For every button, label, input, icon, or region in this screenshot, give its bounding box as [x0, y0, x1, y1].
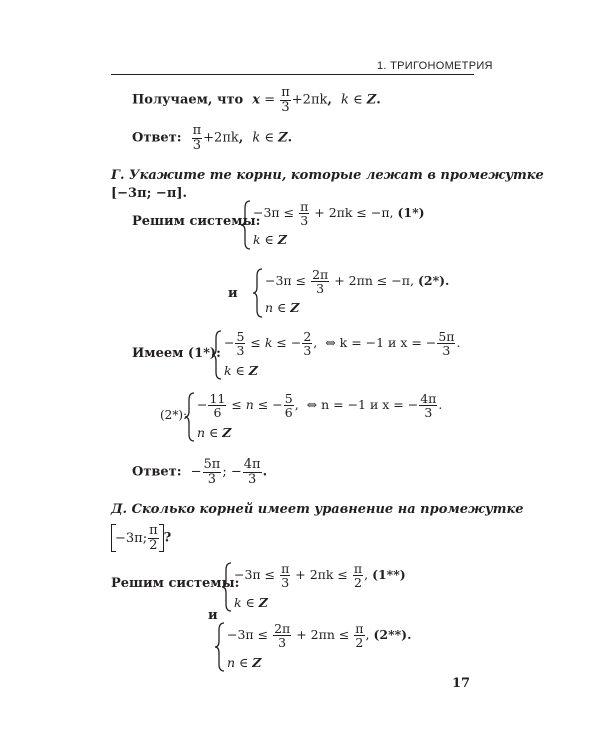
- system-brace: [240, 200, 252, 250]
- answer-line-1: Ответ: $\frac{\pi}{3}$ +2πk, k ∈ Z.: [132, 123, 293, 153]
- page-number: 17: [452, 676, 471, 691]
- system-have-1: − $\frac{5}{3}$ ≤ k ≤ − $\frac{2}{3}$ , ⇔ k = −1 и x = − $\frac{5\pi}{3}$ . k ∈ Z: [224, 329, 461, 378]
- part-g-interval: [−3π; −π].: [111, 186, 188, 201]
- system-brace: [214, 622, 226, 672]
- system-d1: −3π ≤ $\frac{\pi}{3}$ + 2πk ≤ $\frac{\pi}{2}$ , (1**) k ∈ Z: [234, 561, 406, 610]
- system-d2: −3π ≤ $\frac{2\pi}{3}$ + 2πn ≤ $\frac{\pi}{2}$ , (2**). n ∈ Z: [227, 621, 412, 670]
- eq-sign: =: [260, 92, 280, 108]
- system-brace: [221, 562, 233, 612]
- result-text: Получаем, что: [132, 92, 244, 108]
- system-brace: [252, 268, 264, 318]
- part-d-title: Д. Сколько корней имеет уравнение на промежутке: [111, 502, 524, 517]
- integers-symbol: Z: [366, 92, 377, 108]
- expr: +2πk: [291, 92, 328, 108]
- system-have-2: − $\frac{11}{6}$ ≤ n ≤ − $\frac{5}{6}$ , ⇔ n = −1 и x = − $\frac{4\pi}{3}$ . n ∈ Z: [197, 391, 443, 440]
- and-label: и: [228, 286, 238, 301]
- result-line: Получаем, что x = $\frac{\pi}{3}$ +2πk, k ∈ Z.: [132, 85, 381, 115]
- fraction: $\frac{\pi}{3}$: [192, 123, 202, 153]
- system-label: Решим системы:: [132, 214, 261, 229]
- answer-label: Ответ:: [132, 130, 182, 146]
- system-g1: −3π ≤ $\frac{\pi}{3}$ + 2πk ≤ −π, (1*) k ∈ Z: [253, 199, 425, 247]
- have-label-2: (2*):: [160, 408, 188, 422]
- have-label: Имеем (1*):: [132, 346, 221, 361]
- part-d-interval: −3π; $\frac{\pi}{2}$ ?: [111, 524, 171, 552]
- and-label-d: и: [208, 608, 218, 623]
- header-rule: [111, 74, 474, 75]
- var-x: x: [252, 92, 261, 108]
- system-brace: [184, 392, 196, 442]
- system-brace: [211, 330, 223, 380]
- running-header: 1. ТРИГОНОМЕТРИЯ: [377, 60, 493, 72]
- answer-line-2: Ответ: − $\frac{5\pi}{3}$ ; − $\frac{4\pi}{3}$ .: [132, 457, 268, 487]
- system-label-d: Решим системы:: [111, 576, 240, 591]
- equation-tag: (1*): [397, 205, 425, 221]
- fraction: $\frac{\pi}{3}$: [281, 85, 290, 115]
- result-equivalence: ⇔ k = −1 и x = −: [325, 335, 437, 351]
- system-g2: −3π ≤ $\frac{2\pi}{3}$ + 2πn ≤ −π, (2*). n ∈ Z: [265, 267, 450, 315]
- part-g-title: Г. Укажите те корни, которые лежат в промежутке: [111, 168, 544, 183]
